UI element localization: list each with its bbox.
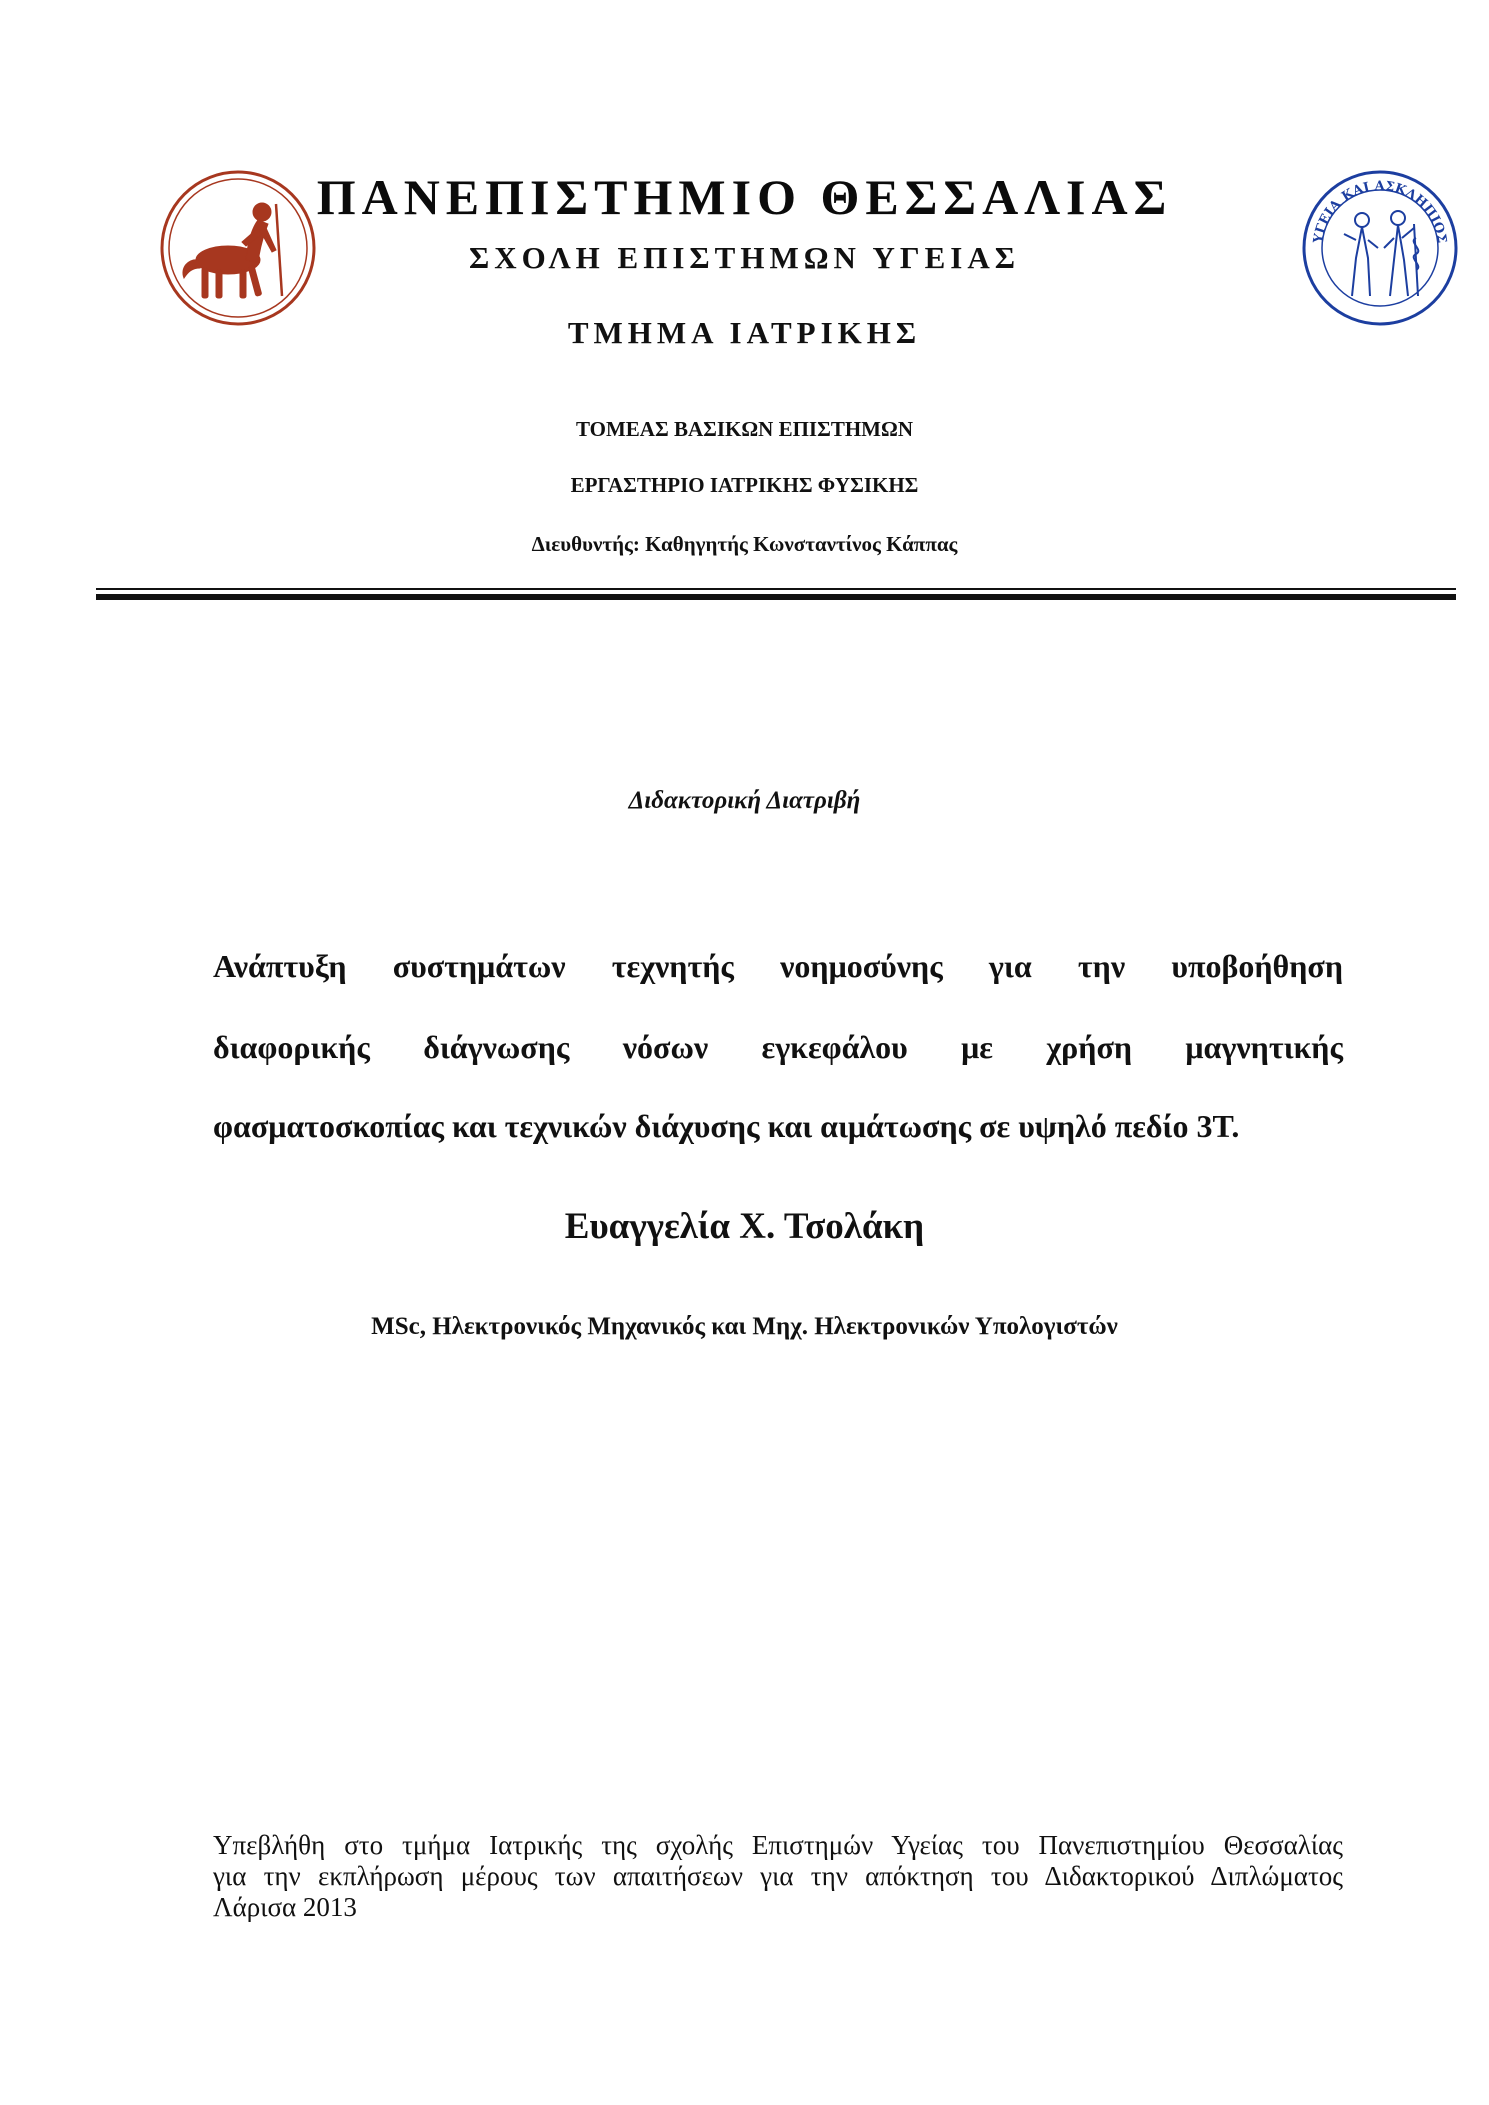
school-name: ΣΧΟΛΗ ΕΠΙΣΤΗΜΩΝ ΥΓΕΙΑΣ [468, 240, 1021, 275]
thesis-title-line-2 [213, 1029, 1343, 1066]
title-word: Ανάπτυξη [213, 948, 347, 984]
title-word: με [961, 1029, 993, 1065]
title-word: τεχνητής [611, 948, 734, 984]
university-name: ΠΑΝΕΠΙΣΤΗΜΙΟ ΘΕΣΣΑΛΙΑΣ [316, 169, 1173, 225]
header-divider-thick [96, 594, 1456, 600]
author-name: Ευαγγελία Χ. Τσολάκη [564, 1206, 925, 1247]
sector-name: ΤΟΜΕΑΣ ΒΑΣΙΚΩΝ ΕΠΙΣΤΗΜΩΝ [576, 417, 913, 441]
title-word: εγκεφάλου [761, 1029, 908, 1065]
title-word: νόσων [622, 1029, 709, 1065]
laboratory-name: ΕΡΓΑΣΤΗΡΙΟ ΙΑΤΡΙΚΗΣ ΦΥΣΙΚΗΣ [570, 473, 919, 497]
title-word: διαφορικής [213, 1029, 370, 1065]
title-word: συστημάτων [392, 948, 566, 984]
department-name: ΤΜΗΜΑ ΙΑΤΡΙΚΗΣ [567, 315, 922, 350]
submission-line-1: Υπεβλήθη στο τμήμα Ιατρικής της σχολής Επιστημών Υγείας του Πανεπιστημίου Θεσσαλίας [213, 1830, 1343, 1860]
document-type: Διδακτορική Διατριβή [628, 787, 861, 814]
author-degree: MSc, Ηλεκτρονικός Μηχανικός και Μηχ. Ηλεκτρονικών Υπολογιστών [371, 1313, 1118, 1340]
seal-text: ΥΓΕΙΑ ΚΑΙ ΑΣΚΛΗΠΙΟΣ [1311, 178, 1449, 245]
title-word: υποβοήθηση [1171, 948, 1343, 984]
title-word: χρήση [1046, 1029, 1133, 1065]
submission-statement [213, 1830, 1343, 1923]
thesis-title-line-3: φασματοσκοπίας και τεχνικών διάχυσης και αιμάτωσης σε υψηλό πεδίο 3Τ. [213, 1108, 1240, 1144]
title-word: μαγνητικής [1185, 1029, 1343, 1065]
title-word: για [988, 948, 1032, 984]
title-word: την [1077, 948, 1126, 984]
title-word: διάγνωσης [423, 1029, 570, 1065]
header-divider-thin [96, 588, 1456, 590]
submission-place-year: Λάρισα 2013 [213, 1892, 357, 1922]
submission-line-2: για την εκπλήρωση μέρους των απαιτήσεων για την απόκτηση του Διδακτορικού Διπλώματος [213, 1861, 1343, 1891]
title-word: νοημοσύνης [780, 948, 943, 984]
thesis-title-line-1 [213, 948, 1343, 985]
director-line: Διευθυντής: Καθηγητής Κωνσταντίνος Κάππας [531, 532, 958, 556]
